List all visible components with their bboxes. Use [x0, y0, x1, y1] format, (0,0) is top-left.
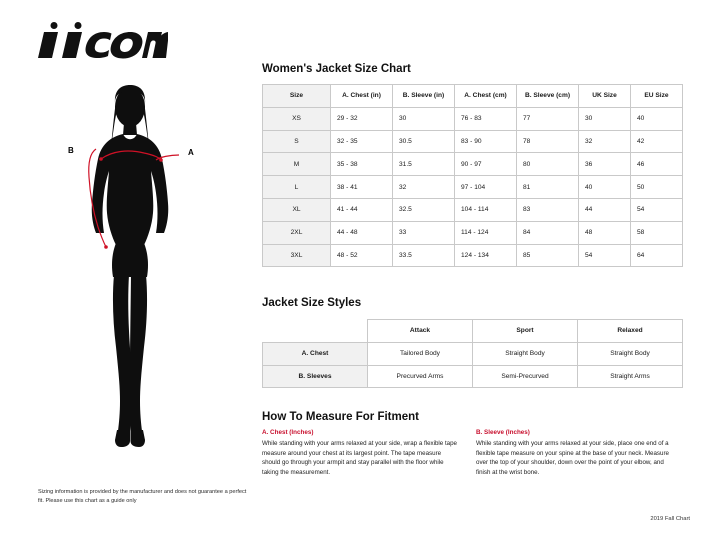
cell-sleeve-in: 30 — [393, 107, 455, 130]
cell-size: XL — [263, 198, 331, 221]
cell-eu-size: 58 — [631, 221, 683, 244]
cell-size: L — [263, 176, 331, 199]
cell-chest-in: 35 - 38 — [331, 153, 393, 176]
cell-size: XS — [263, 107, 331, 130]
table-row — [263, 221, 683, 244]
table-row — [263, 198, 683, 221]
cell-eu-size: 50 — [631, 176, 683, 199]
column-header-sport: Sport — [473, 320, 578, 343]
chart-version-label: 2019 Fall Chart — [650, 516, 690, 522]
cell-chest-in: 48 - 52 — [331, 244, 393, 267]
table-header-row — [263, 320, 683, 343]
cell-sleeve-in: 31.5 — [393, 153, 455, 176]
cell-sleeve-cm: 84 — [517, 221, 579, 244]
female-body-figure — [60, 85, 200, 455]
cell-uk-size: 36 — [579, 153, 631, 176]
measure-body-sleeve: While standing with your arms relaxed at your side, place one end of a flexible tape measure on your spine at the base of your neck. Measure over the top of your shoulder, down over the point of your elbow, and finish at the wrist bone. — [476, 440, 669, 476]
cell-chest-in: 44 - 48 — [331, 221, 393, 244]
cell-chest-cm: 124 - 134 — [455, 244, 517, 267]
left-column — [0, 0, 250, 540]
cell-chest-cm: 90 - 97 — [455, 153, 517, 176]
cell-eu-size: 40 — [631, 107, 683, 130]
cell-relaxed-chest: Straight Body — [578, 342, 683, 365]
cell-eu-size: 46 — [631, 153, 683, 176]
column-header: A. Chest (in) — [331, 85, 393, 108]
jacket-size-styles-table — [262, 319, 683, 388]
table-row — [263, 130, 683, 153]
cell-attack-chest: Tailored Body — [368, 342, 473, 365]
cell-chest-cm: 104 - 114 — [455, 198, 517, 221]
measure-body-chest: While standing with your arms relaxed at your side, wrap a flexible tape measure around your chest at its largest point. The tape measure should go through your armpit and stay parallel with the floor while taking the measurement. — [262, 440, 457, 476]
how-to-measure-block — [262, 429, 682, 477]
cell-sleeve-cm: 81 — [517, 176, 579, 199]
how-to-measure-title: How To Measure For Fitment — [262, 411, 419, 423]
row-header-chest: A. Chest — [263, 342, 368, 365]
cell-sleeve-cm: 83 — [517, 198, 579, 221]
cell-chest-in: 32 - 35 — [331, 130, 393, 153]
cell-size: 3XL — [263, 244, 331, 267]
cell-sleeve-cm: 77 — [517, 107, 579, 130]
column-header: B. Sleeve (cm) — [517, 85, 579, 108]
cell-eu-size: 64 — [631, 244, 683, 267]
cell-sleeve-cm: 80 — [517, 153, 579, 176]
cell-sleeve-in: 32.5 — [393, 198, 455, 221]
column-header: UK Size — [579, 85, 631, 108]
table-row — [263, 176, 683, 199]
row-header-sleeves: B. Sleeves — [263, 365, 368, 388]
corner-cell — [263, 320, 368, 343]
table-row — [263, 365, 683, 388]
cell-chest-in: 38 - 41 — [331, 176, 393, 199]
cell-size: M — [263, 153, 331, 176]
table-row — [263, 342, 683, 365]
measure-column-sleeve — [476, 429, 672, 477]
cell-size: S — [263, 130, 331, 153]
cell-sleeve-cm: 78 — [517, 130, 579, 153]
cell-uk-size: 32 — [579, 130, 631, 153]
measure-column-chest — [262, 429, 458, 477]
measurement-label-a: A — [188, 148, 194, 157]
column-header-attack: Attack — [368, 320, 473, 343]
measure-heading-sleeve: B. Sleeve (Inches) — [476, 429, 530, 436]
cell-uk-size: 54 — [579, 244, 631, 267]
cell-attack-sleeves: Precurved Arms — [368, 365, 473, 388]
table-header-row — [263, 85, 683, 108]
column-header-relaxed: Relaxed — [578, 320, 683, 343]
table-row — [263, 244, 683, 267]
cell-chest-cm: 83 - 90 — [455, 130, 517, 153]
cell-sleeve-in: 33 — [393, 221, 455, 244]
cell-sport-chest: Straight Body — [473, 342, 578, 365]
disclaimer-text: Sizing information is provided by the manufacturer and does not guarantee a perfect fit. Please use this chart as a guide only — [38, 489, 247, 504]
jacket-size-styles-title: Jacket Size Styles — [262, 297, 362, 309]
cell-eu-size: 54 — [631, 198, 683, 221]
cell-relaxed-sleeves: Straight Arms — [578, 365, 683, 388]
cell-size: 2XL — [263, 221, 331, 244]
column-header: EU Size — [631, 85, 683, 108]
cell-sleeve-in: 33.5 — [393, 244, 455, 267]
column-header: B. Sleeve (in) — [393, 85, 455, 108]
cell-uk-size: 44 — [579, 198, 631, 221]
measurement-label-b: B — [68, 146, 74, 155]
size-chart-title: Women's Jacket Size Chart — [262, 63, 411, 75]
cell-sleeve-in: 32 — [393, 176, 455, 199]
cell-uk-size: 30 — [579, 107, 631, 130]
cell-chest-in: 29 - 32 — [331, 107, 393, 130]
cell-sport-sleeves: Semi-Precurved — [473, 365, 578, 388]
measure-heading-chest: A. Chest (Inches) — [262, 429, 314, 436]
column-header: A. Chest (cm) — [455, 85, 517, 108]
cell-eu-size: 42 — [631, 130, 683, 153]
cell-sleeve-in: 30.5 — [393, 130, 455, 153]
cell-chest-in: 41 - 44 — [331, 198, 393, 221]
cell-chest-cm: 97 - 104 — [455, 176, 517, 199]
cell-chest-cm: 114 - 124 — [455, 221, 517, 244]
size-chart-table — [262, 84, 683, 267]
cell-chest-cm: 76 - 83 — [455, 107, 517, 130]
table-row — [263, 153, 683, 176]
table-row — [263, 107, 683, 130]
column-header: Size — [263, 85, 331, 108]
cell-sleeve-cm: 85 — [517, 244, 579, 267]
cell-uk-size: 40 — [579, 176, 631, 199]
icon-wordmark-logo — [38, 22, 168, 68]
cell-uk-size: 48 — [579, 221, 631, 244]
